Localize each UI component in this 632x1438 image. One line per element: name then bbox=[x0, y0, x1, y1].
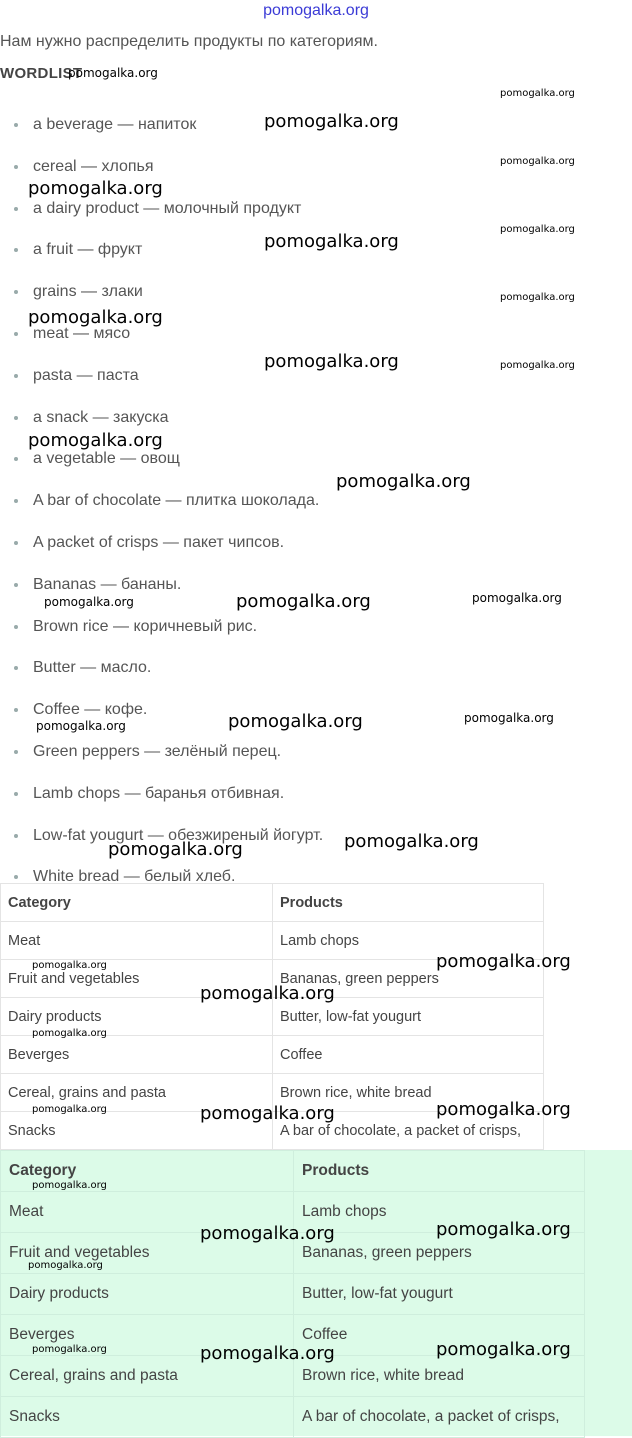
watermark: pomogalka.org bbox=[500, 292, 575, 303]
word-item-text: White bread — белый хлеб. bbox=[33, 868, 236, 886]
watermark: pomogalka.org bbox=[32, 960, 107, 971]
word-item-text: Coffee — кофе. bbox=[33, 701, 148, 719]
table-row bbox=[1, 1036, 544, 1074]
watermark: pomogalka.org bbox=[436, 1219, 571, 1240]
bullet-icon bbox=[14, 248, 18, 252]
watermark: pomogalka.org bbox=[228, 711, 363, 732]
table-cell: Butter, low-fat yougurt bbox=[294, 1274, 585, 1315]
bullet-icon bbox=[14, 207, 18, 211]
bullet-icon bbox=[14, 708, 18, 712]
intro-text: Нам нужно распределить продукты по категориям. bbox=[0, 33, 378, 50]
list-item bbox=[0, 480, 600, 522]
watermark: pomogalka.org bbox=[436, 951, 571, 972]
table-cell: Lamb chops bbox=[273, 922, 544, 960]
table-cell: Fruit and vegetables bbox=[1, 960, 273, 998]
watermark: pomogalka.org bbox=[236, 591, 371, 612]
bullet-icon bbox=[14, 416, 18, 420]
table-cell: Bananas, green peppers bbox=[273, 960, 544, 998]
word-item-text: A packet of crisps — пакет чипсов. bbox=[33, 533, 285, 551]
word-item-text: cereal — хлопья bbox=[33, 157, 154, 175]
bullet-icon bbox=[14, 332, 18, 336]
watermark: pomogalka.org bbox=[28, 430, 163, 451]
word-item-text: Butter — масло. bbox=[33, 659, 152, 677]
list-item bbox=[0, 773, 600, 815]
table-header-row bbox=[1, 884, 544, 922]
table-header-cell: Category bbox=[1, 884, 273, 922]
bullet-icon bbox=[14, 165, 18, 169]
table-cell: Fruit and vegetables bbox=[1, 1233, 294, 1274]
table-cell: Beverges bbox=[1, 1315, 294, 1356]
watermark: pomogalka.org bbox=[264, 111, 399, 132]
word-item-text: Green peppers — зелёный перец. bbox=[33, 742, 282, 760]
table-cell: Cereal, grains and pasta bbox=[1, 1356, 294, 1397]
watermark: pomogalka.org bbox=[500, 88, 575, 99]
bullet-icon bbox=[14, 792, 18, 796]
word-item-text: a vegetable — овощ bbox=[33, 450, 180, 468]
table-cell: A bar of chocolate, a packet of crisps, bbox=[273, 1112, 544, 1150]
table-cell: Dairy products bbox=[1, 1274, 294, 1315]
table-header-cell: Category bbox=[1, 1151, 294, 1192]
watermark: pomogalka.org bbox=[68, 66, 158, 80]
watermark: pomogalka.org bbox=[200, 1343, 335, 1364]
watermark: pomogalka.org bbox=[200, 1103, 335, 1124]
table-cell: Meat bbox=[1, 1192, 294, 1233]
table-cell: Snacks bbox=[1, 1112, 273, 1150]
word-item-text: pasta — паста bbox=[33, 366, 139, 384]
word-item-text: grains — злаки bbox=[33, 283, 143, 301]
watermark: pomogalka.org bbox=[200, 1223, 335, 1244]
watermark: pomogalka.org bbox=[108, 839, 243, 860]
bullet-icon bbox=[14, 499, 18, 503]
watermark: pomogalka.org bbox=[500, 156, 575, 167]
list-item bbox=[0, 647, 600, 689]
watermark: pomogalka.org bbox=[336, 471, 471, 492]
watermark: pomogalka.org bbox=[436, 1099, 571, 1120]
bullet-icon bbox=[14, 457, 18, 461]
bullet-icon bbox=[14, 290, 18, 294]
bullet-icon bbox=[14, 583, 18, 587]
list-item bbox=[0, 731, 600, 773]
watermark: pomogalka.org bbox=[28, 178, 163, 199]
table-cell: Coffee bbox=[294, 1315, 585, 1356]
table-cell: Brown rice, white bread bbox=[294, 1356, 585, 1397]
word-item-text: Bananas — бананы. bbox=[33, 575, 182, 593]
list-item bbox=[0, 522, 600, 564]
table-header-cell: Products bbox=[294, 1151, 585, 1192]
watermark: pomogalka.org bbox=[28, 1260, 103, 1271]
bullet-icon bbox=[14, 541, 18, 545]
watermark: pomogalka.org bbox=[344, 831, 479, 852]
watermark: pomogalka.org bbox=[264, 351, 399, 372]
watermark: pomogalka.org bbox=[44, 595, 134, 609]
table-cell: Beverges bbox=[1, 1036, 273, 1074]
table-cell: Coffee bbox=[273, 1036, 544, 1074]
watermark: pomogalka.org bbox=[32, 1104, 107, 1115]
bullet-icon bbox=[14, 750, 18, 754]
watermark: pomogalka.org bbox=[436, 1339, 571, 1360]
table-cell: Cereal, grains and pasta bbox=[1, 1074, 273, 1112]
bullet-icon bbox=[14, 374, 18, 378]
table-header-cell: Products bbox=[273, 884, 544, 922]
word-item-text: a dairy product — молочный продукт bbox=[33, 199, 302, 217]
table-cell: A bar of chocolate, a packet of crisps, bbox=[294, 1397, 585, 1438]
watermark: pomogalka.org bbox=[264, 231, 399, 252]
table-row bbox=[1, 1274, 585, 1315]
bullet-icon bbox=[14, 666, 18, 670]
word-item-text: Low-fat yougurt — обезжиреный йогурт. bbox=[33, 826, 324, 844]
watermark: pomogalka.org bbox=[500, 360, 575, 371]
watermark: pomogalka.org bbox=[464, 711, 554, 725]
bullet-icon bbox=[14, 625, 18, 629]
word-item-text: Lamb chops — баранья отбивная. bbox=[33, 784, 285, 802]
bullet-icon bbox=[14, 875, 18, 879]
watermark: pomogalka.org bbox=[36, 719, 126, 733]
table-cell: Butter, low-fat yougurt bbox=[273, 998, 544, 1036]
answer-table bbox=[0, 1150, 585, 1438]
table-row bbox=[1, 1397, 585, 1438]
table-cell: Snacks bbox=[1, 1397, 294, 1438]
word-item-text: Brown rice — коричневый рис. bbox=[33, 617, 258, 635]
bullet-icon bbox=[14, 834, 18, 838]
watermark: pomogalka.org bbox=[500, 224, 575, 235]
word-item-text: a snack — закуска bbox=[33, 408, 169, 426]
bullet-icon bbox=[14, 123, 18, 127]
watermark: pomogalka.org bbox=[200, 983, 335, 1004]
table-cell: Dairy products bbox=[1, 998, 273, 1036]
table-cell: Meat bbox=[1, 922, 273, 960]
word-item-text: A bar of chocolate — плитка шоколада. bbox=[33, 492, 320, 510]
watermark: pomogalka.org bbox=[32, 1344, 107, 1355]
site-header-link[interactable]: pomogalka.org bbox=[263, 2, 369, 19]
watermark: pomogalka.org bbox=[32, 1180, 107, 1191]
wordlist-heading: WORDLIST bbox=[0, 65, 83, 82]
word-item-text: a beverage — напиток bbox=[33, 116, 197, 133]
word-item-text: a fruit — фрукт bbox=[33, 241, 143, 259]
table-cell: Lamb chops bbox=[294, 1192, 585, 1233]
watermark: pomogalka.org bbox=[472, 591, 562, 605]
table-cell: Brown rice, white bread bbox=[273, 1074, 544, 1112]
watermark: pomogalka.org bbox=[28, 307, 163, 328]
answer-table-panel bbox=[0, 1150, 632, 1436]
watermark: pomogalka.org bbox=[32, 1028, 107, 1039]
table-cell: Bananas, green peppers bbox=[294, 1233, 585, 1274]
list-item bbox=[0, 815, 600, 857]
word-item-text: meat — мясо bbox=[33, 324, 131, 342]
